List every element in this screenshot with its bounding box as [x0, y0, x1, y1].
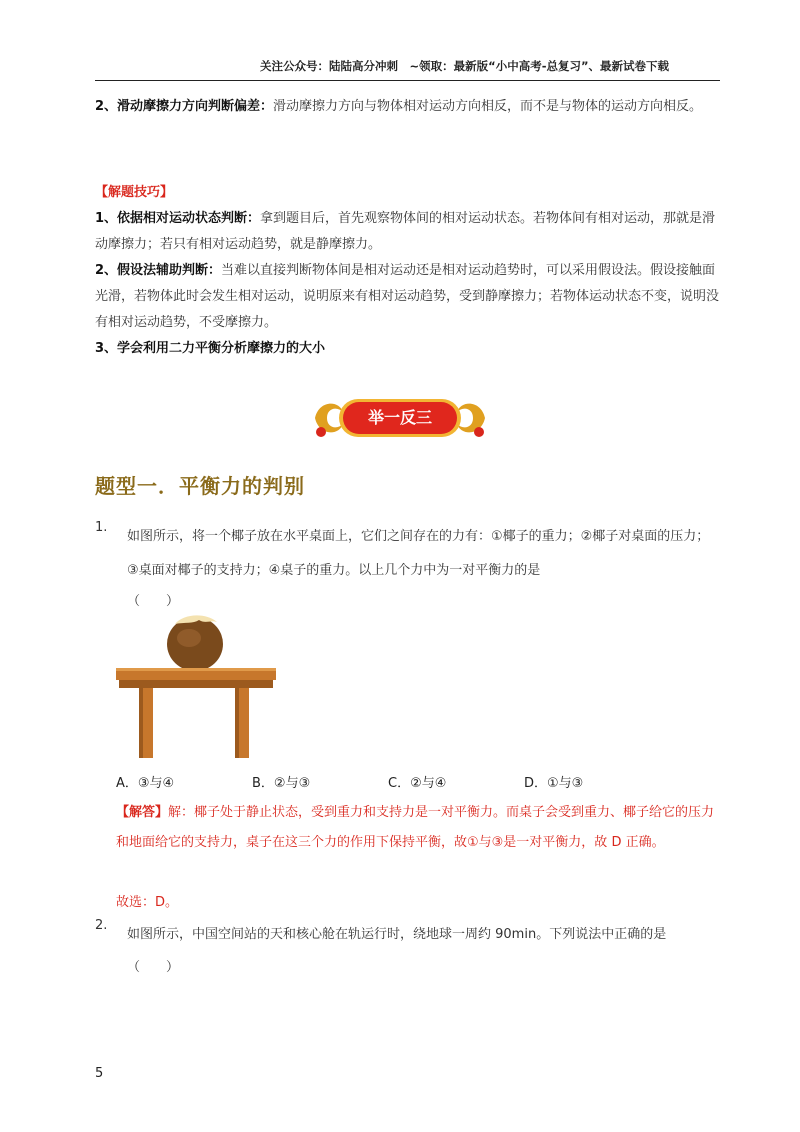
technique-2-label: 2、假设法辅助判断： — [95, 263, 222, 278]
technique-3: 3、学会利用二力平衡分析摩擦力的大小 — [95, 341, 326, 356]
question-1 — [95, 520, 720, 588]
technique-1-text: 拿到题目后，首先观察物体间的相对运动状态。若物体间有相对运动，那就是滑动摩擦力；若只有相对运动趋势，就是静摩擦力。 — [95, 211, 716, 252]
question-1-number: 1. — [95, 520, 108, 535]
question-2-text: 如图所示，中国空间站的天和核心舱在轨运行时，绕地球一周约 90min。下列说法中正确的是 — [127, 927, 667, 942]
question-2-paren: （ ） — [127, 960, 180, 975]
page-number: 5 — [95, 1066, 104, 1081]
question-1-choice: 故选：D。 — [116, 895, 179, 910]
technique-1 — [95, 206, 720, 258]
header-note: 关注公众号：陆陆高分冲刺 ~领取：最新版“小中高考-总复习”、最新试卷下载 — [260, 59, 670, 73]
question-1-text: 如图所示，将一个椰子放在水平桌面上，它们之间存在的力有：①椰子的重力；②椰子对桌面的压力；③桌面对椰子的支持力；④桌子的重力。以上几个力中为一对平衡力的是 — [127, 529, 710, 578]
technique-1-label: 1、依据相对运动状态判断： — [95, 211, 261, 226]
technique-2 — [95, 258, 720, 336]
question-1-options — [116, 772, 716, 791]
section-banner — [305, 392, 495, 444]
question-1-paren: （ ） — [127, 594, 180, 609]
techniques-heading-text: 【解题技巧】 — [95, 185, 174, 200]
technique-2-text: 当难以直接判断物体间是相对运动还是相对运动趋势时，可以采用假设法。假设接触面光滑，若物体此时会发生相对运动，说明原来有相对运动趋势，受到静摩擦力；若物体运动状态不变，说明没有相对运动趋势，不受摩擦力。 — [95, 263, 720, 330]
section-title: 题型一．平衡力的判别 — [95, 474, 305, 498]
tip-2 — [95, 94, 720, 120]
tip-2-text: 滑动摩擦力方向与物体相对运动方向相反，而不是与物体的运动方向相反。 — [273, 99, 703, 114]
coconut-on-table-figure — [113, 612, 283, 762]
question-2 — [95, 918, 720, 952]
option-c: C．②与④ — [388, 776, 447, 791]
techniques-heading — [95, 180, 720, 206]
tip-2-label: 2、滑动摩擦力方向判断偏差： — [95, 99, 274, 114]
question-1-answer — [116, 798, 716, 858]
question-2-number: 2. — [95, 918, 108, 933]
option-a: A．③与④ — [116, 776, 175, 791]
answer-label: 【解答】 — [116, 805, 169, 820]
banner-text: 举一反三 — [367, 408, 432, 427]
answer-text: 解：椰子处于静止状态，受到重力和支持力是一对平衡力。而桌子会受到重力、椰子给它的压力和地面给它的支持力，桌子在这三个力的作用下保持平衡，故①与③是一对平衡力，故 D 正确。 — [116, 805, 715, 850]
option-d: D．①与③ — [524, 776, 584, 791]
option-b: B．②与③ — [252, 776, 311, 791]
header-divider — [95, 80, 720, 81]
